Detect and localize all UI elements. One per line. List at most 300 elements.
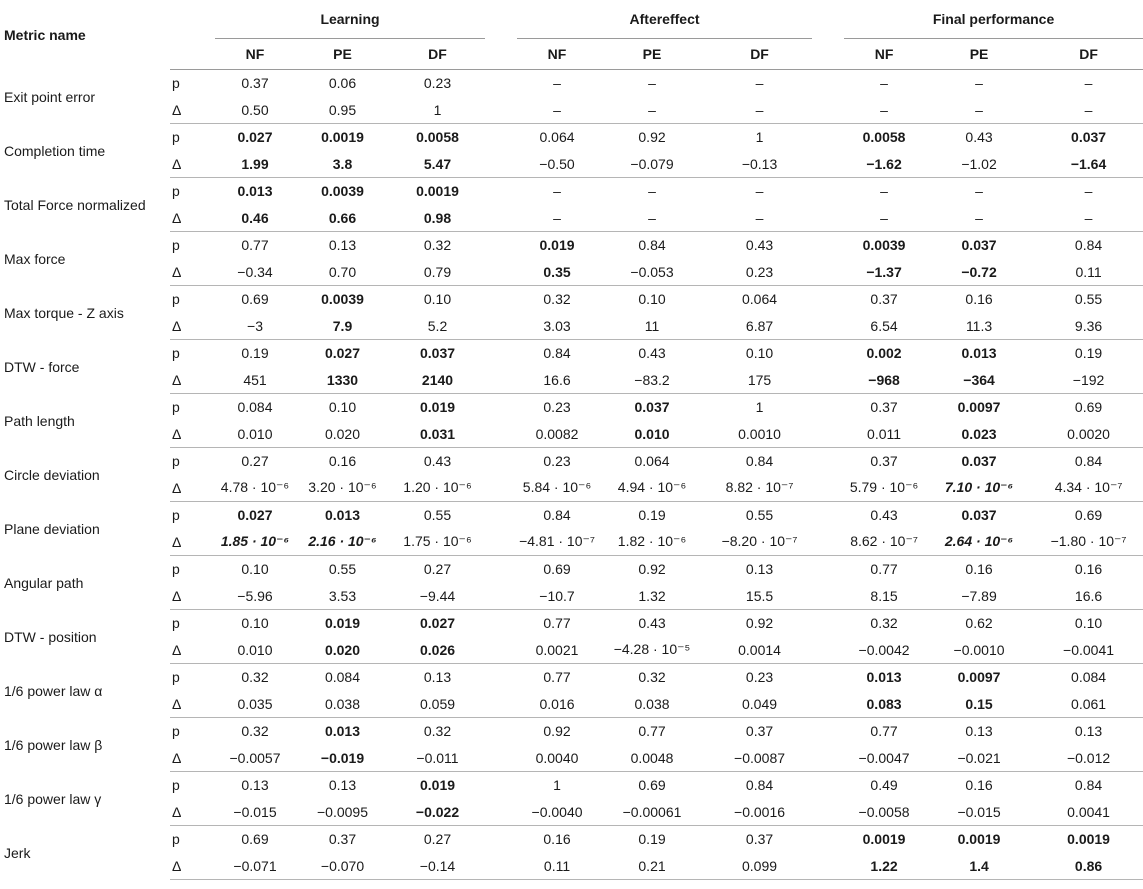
p-value-cell: 0.84 — [1074, 777, 1103, 794]
p-value-cell: 0.55 — [423, 507, 452, 524]
delta-value-cell: 7.9 — [295, 313, 390, 340]
table-row — [0, 529, 1143, 556]
delta-value-cell: 0.95 — [295, 97, 390, 124]
delta-value-cell: – — [707, 97, 812, 124]
delta-value-cell: −0.14 — [390, 853, 485, 880]
delta-value-cell: −0.0057 — [215, 745, 295, 772]
p-value-cell: 1 — [755, 399, 764, 416]
p-label: p — [172, 183, 180, 200]
p-value-cell: 0.55 — [1074, 291, 1103, 308]
delta-value-cell: −0.079 — [597, 151, 707, 178]
p-value-cell: 0.32 — [241, 723, 269, 740]
table-row — [0, 448, 1143, 475]
metric-name: Angular path — [4, 574, 84, 591]
p-value-cell: 0.84 — [1074, 453, 1103, 470]
delta-value-cell: 0.038 — [295, 691, 390, 718]
delta-value-cell: 0.016 — [517, 691, 597, 718]
delta-value-cell: −9.44 — [390, 583, 485, 610]
delta-value-cell: 0.0040 — [517, 745, 597, 772]
p-value-cell: 0.84 — [543, 345, 571, 362]
delta-value-cell: 0.0021 — [517, 637, 597, 664]
col-header-learning-df: DF — [390, 39, 485, 70]
table-row — [0, 475, 1143, 502]
delta-value-cell: 3.03 — [517, 313, 597, 340]
p-value-cell: 0.10 — [638, 291, 666, 308]
p-value-cell: 0.77 — [543, 615, 571, 632]
col-header-aftereffect-df: DF — [707, 39, 812, 70]
delta-value-cell: −364 — [924, 367, 1034, 394]
delta-value-cell: 1.20 · 10⁻⁶ — [390, 475, 485, 502]
p-value-cell: 0.16 — [543, 831, 571, 848]
p-value-cell: 0.10 — [1074, 615, 1103, 632]
delta-value-cell: 0.15 — [924, 691, 1034, 718]
table-row — [0, 178, 1143, 205]
table-row — [0, 313, 1143, 340]
p-value-cell: 0.92 — [745, 615, 774, 632]
p-value-cell: 0.084 — [237, 399, 273, 416]
p-label: p — [172, 75, 180, 92]
delta-value-cell: 0.0014 — [707, 637, 812, 664]
delta-value-cell: −0.0047 — [844, 745, 924, 772]
p-label: p — [172, 291, 180, 308]
delta-value-cell: 0.035 — [215, 691, 295, 718]
p-value-cell: 0.55 — [745, 507, 774, 524]
delta-value-cell: 0.020 — [295, 637, 390, 664]
p-value-cell: 0.002 — [866, 345, 902, 362]
delta-value-cell: 0.98 — [390, 205, 485, 232]
delta-value-cell: −0.0041 — [1034, 637, 1143, 664]
p-value-cell: 0.32 — [638, 669, 666, 686]
delta-value-cell: −0.022 — [390, 799, 485, 826]
p-value-cell: 0.06 — [328, 75, 357, 92]
delta-value-cell: −1.80 · 10⁻⁷ — [1034, 529, 1143, 556]
delta-value-cell: −0.13 — [707, 151, 812, 178]
delta-value-cell: – — [1034, 97, 1143, 124]
delta-value-cell: −0.070 — [295, 853, 390, 880]
p-value-cell: 0.037 — [634, 399, 670, 416]
delta-value-cell: −10.7 — [517, 583, 597, 610]
delta-value-cell: −83.2 — [597, 367, 707, 394]
p-value-cell: 0.037 — [961, 507, 997, 524]
delta-value-cell: −5.96 — [215, 583, 295, 610]
delta-label: Δ — [170, 313, 215, 340]
metric-name: Max force — [4, 250, 66, 267]
delta-value-cell: 0.50 — [215, 97, 295, 124]
metric-name: Completion time — [4, 142, 106, 159]
delta-value-cell: – — [924, 205, 1034, 232]
delta-label: Δ — [170, 205, 215, 232]
p-label: p — [172, 615, 180, 632]
delta-value-cell: −0.019 — [295, 745, 390, 772]
delta-value-cell: 5.79 · 10⁻⁶ — [844, 475, 924, 502]
delta-value-cell: 0.35 — [517, 259, 597, 286]
p-value-cell: 0.69 — [1074, 507, 1103, 524]
delta-value-cell: −7.89 — [924, 583, 1034, 610]
table-row — [0, 772, 1143, 799]
delta-value-cell: 2.64 · 10⁻⁶ — [924, 529, 1034, 556]
p-value-cell: 0.84 — [1074, 237, 1103, 254]
delta-value-cell: 451 — [215, 367, 295, 394]
p-label: p — [172, 237, 180, 254]
delta-value-cell: 0.70 — [295, 259, 390, 286]
delta-value-cell: 7.10 · 10⁻⁶ — [924, 475, 1034, 502]
delta-value-cell: 0.020 — [295, 421, 390, 448]
p-value-cell: 0.27 — [241, 453, 269, 470]
p-value-cell: 0.13 — [328, 237, 357, 254]
p-value-cell: – — [648, 183, 656, 200]
table-row — [0, 259, 1143, 286]
metric-name: Total Force normalized — [4, 196, 146, 213]
p-value-cell: 0.32 — [543, 291, 571, 308]
p-value-cell: 0.77 — [241, 237, 269, 254]
p-label: p — [172, 399, 180, 416]
delta-value-cell: 0.010 — [215, 421, 295, 448]
delta-value-cell: 0.026 — [390, 637, 485, 664]
delta-value-cell: 5.2 — [390, 313, 485, 340]
table-row — [0, 502, 1143, 529]
p-value-cell: 0.037 — [961, 237, 997, 254]
p-label: p — [172, 453, 180, 470]
delta-value-cell: 0.023 — [924, 421, 1034, 448]
p-value-cell: 0.0019 — [862, 831, 906, 848]
col-header-final-nf: NF — [844, 39, 924, 70]
p-value-cell: 0.69 — [1074, 399, 1103, 416]
delta-value-cell: 0.049 — [707, 691, 812, 718]
col-header-learning-pe: PE — [295, 39, 390, 70]
delta-value-cell: 9.36 — [1034, 313, 1143, 340]
table-row — [0, 664, 1143, 691]
p-value-cell: 0.019 — [539, 237, 575, 254]
p-value-cell: 0.13 — [1074, 723, 1103, 740]
delta-value-cell: 0.0082 — [517, 421, 597, 448]
p-value-cell: 0.37 — [745, 723, 774, 740]
p-value-cell: 0.84 — [745, 453, 774, 470]
table-row — [0, 232, 1143, 259]
p-value-cell: 0.0058 — [862, 129, 906, 146]
delta-value-cell: 1 — [390, 97, 485, 124]
delta-value-cell: −0.0016 — [707, 799, 812, 826]
p-value-cell: 0.19 — [1074, 345, 1103, 362]
delta-value-cell: – — [597, 205, 707, 232]
metric-name: Exit point error — [4, 88, 96, 105]
p-value-cell: – — [975, 183, 983, 200]
p-value-cell: 0.037 — [419, 345, 456, 362]
delta-value-cell: – — [517, 97, 597, 124]
delta-value-cell: 1330 — [295, 367, 390, 394]
delta-value-cell: 11 — [597, 313, 707, 340]
p-value-cell: 0.77 — [870, 561, 898, 578]
col-header-learning-nf: NF — [215, 39, 295, 70]
p-value-cell: – — [1084, 183, 1093, 200]
p-value-cell: 0.69 — [543, 561, 571, 578]
delta-value-cell: 0.0010 — [707, 421, 812, 448]
p-value-cell: 0.92 — [638, 561, 666, 578]
metric-name: 1/6 power law α — [4, 682, 103, 699]
table-row — [0, 799, 1143, 826]
p-value-cell: 0.0097 — [957, 399, 1001, 416]
delta-value-cell: 175 — [707, 367, 812, 394]
p-value-cell: 0.037 — [1071, 129, 1107, 146]
metric-name: DTW - position — [4, 628, 97, 645]
delta-value-cell: 5.84 · 10⁻⁶ — [517, 475, 597, 502]
p-value-cell: 0.23 — [745, 669, 774, 686]
delta-value-cell: −3 — [215, 313, 295, 340]
table-row — [0, 610, 1143, 637]
p-value-cell: 1 — [755, 129, 764, 146]
p-label: p — [172, 723, 180, 740]
delta-value-cell: – — [517, 205, 597, 232]
table-row — [0, 556, 1143, 583]
delta-value-cell: −1.64 — [1034, 151, 1143, 178]
p-value-cell: 0.064 — [539, 129, 575, 146]
delta-value-cell: 0.038 — [597, 691, 707, 718]
metric-name: 1/6 power law β — [4, 736, 103, 753]
delta-value-cell: −0.012 — [1034, 745, 1143, 772]
table-row — [0, 394, 1143, 421]
p-value-cell: 0.43 — [965, 129, 993, 146]
p-value-cell: 0.23 — [543, 453, 571, 470]
p-value-cell: 0.19 — [241, 345, 269, 362]
p-value-cell: 0.0039 — [321, 291, 364, 308]
p-value-cell: – — [553, 183, 561, 200]
delta-value-cell: 1.82 · 10⁻⁶ — [597, 529, 707, 556]
p-value-cell: 0.43 — [423, 453, 452, 470]
delta-label: Δ — [170, 691, 215, 718]
p-value-cell: – — [975, 75, 983, 92]
delta-label: Δ — [170, 97, 215, 124]
col-header-final-pe: PE — [924, 39, 1034, 70]
delta-value-cell: 0.86 — [1034, 853, 1143, 880]
p-value-cell: 0.064 — [742, 291, 778, 308]
p-value-cell: 0.0097 — [957, 669, 1001, 686]
p-value-cell: 0.43 — [745, 237, 774, 254]
p-value-cell: 0.84 — [543, 507, 571, 524]
delta-label: Δ — [170, 583, 215, 610]
p-value-cell: 0.32 — [241, 669, 269, 686]
p-value-cell: 0.019 — [419, 399, 456, 416]
delta-value-cell: 0.23 — [707, 259, 812, 286]
p-value-cell: 0.27 — [423, 561, 452, 578]
p-value-cell: 0.16 — [965, 561, 993, 578]
table-row — [0, 97, 1143, 124]
p-value-cell: 0.32 — [423, 723, 452, 740]
delta-value-cell: – — [1034, 205, 1143, 232]
p-value-cell: 0.23 — [543, 399, 571, 416]
delta-value-cell: 0.099 — [707, 853, 812, 880]
delta-label: Δ — [170, 475, 215, 502]
table-row — [0, 340, 1143, 367]
col-header-aftereffect-nf: NF — [517, 39, 597, 70]
delta-value-cell: −0.0010 — [924, 637, 1034, 664]
p-value-cell: – — [553, 75, 561, 92]
delta-value-cell: 0.0048 — [597, 745, 707, 772]
delta-value-cell: 8.15 — [844, 583, 924, 610]
delta-value-cell: 1.22 — [844, 853, 924, 880]
p-label: p — [172, 669, 180, 686]
p-label: p — [172, 507, 180, 524]
delta-value-cell: – — [844, 97, 924, 124]
delta-value-cell: 3.8 — [295, 151, 390, 178]
p-value-cell: – — [880, 183, 888, 200]
p-value-cell: 0.10 — [745, 345, 774, 362]
p-label: p — [172, 129, 180, 146]
p-value-cell: 0.0058 — [416, 129, 459, 146]
delta-value-cell: 0.061 — [1034, 691, 1143, 718]
p-value-cell: 0.32 — [870, 615, 898, 632]
delta-value-cell: 3.20 · 10⁻⁶ — [295, 475, 390, 502]
delta-value-cell: −968 — [844, 367, 924, 394]
delta-value-cell: −0.0040 — [517, 799, 597, 826]
delta-value-cell: −0.053 — [597, 259, 707, 286]
p-value-cell: 0.77 — [543, 669, 571, 686]
p-value-cell: 0.92 — [543, 723, 571, 740]
p-value-cell: 0.49 — [870, 777, 898, 794]
p-value-cell: 0.10 — [241, 615, 269, 632]
delta-label: Δ — [170, 637, 215, 664]
delta-value-cell: −1.37 — [844, 259, 924, 286]
delta-value-cell: 0.66 — [295, 205, 390, 232]
p-value-cell: 0.16 — [965, 777, 993, 794]
table-row — [0, 583, 1143, 610]
p-value-cell: 0.55 — [328, 561, 357, 578]
delta-value-cell: −1.02 — [924, 151, 1034, 178]
p-value-cell: 0.84 — [745, 777, 774, 794]
p-value-cell: 0.0019 — [1067, 831, 1110, 848]
delta-value-cell: 0.010 — [215, 637, 295, 664]
p-value-cell: – — [648, 75, 656, 92]
delta-label: Δ — [170, 259, 215, 286]
delta-value-cell: 1.75 · 10⁻⁶ — [390, 529, 485, 556]
p-value-cell: 0.37 — [870, 399, 898, 416]
table-row — [0, 637, 1143, 664]
delta-value-cell: – — [707, 205, 812, 232]
delta-value-cell: 0.010 — [597, 421, 707, 448]
delta-value-cell: −1.62 — [844, 151, 924, 178]
p-value-cell: 0.013 — [961, 345, 997, 362]
table-row — [0, 691, 1143, 718]
delta-value-cell: −0.34 — [215, 259, 295, 286]
p-value-cell: 0.13 — [423, 669, 452, 686]
delta-value-cell: −0.0042 — [844, 637, 924, 664]
metric-name-header: Metric name — [4, 26, 86, 43]
delta-value-cell: −0.50 — [517, 151, 597, 178]
delta-value-cell: 0.11 — [517, 853, 597, 880]
p-value-cell: 0.16 — [1074, 561, 1103, 578]
p-value-cell: 0.43 — [638, 615, 666, 632]
table-row — [0, 151, 1143, 178]
p-value-cell: 0.77 — [870, 723, 898, 740]
delta-value-cell: 0.46 — [215, 205, 295, 232]
p-value-cell: 0.16 — [328, 453, 357, 470]
p-value-cell: 0.43 — [870, 507, 898, 524]
delta-value-cell: 1.4 — [924, 853, 1034, 880]
p-value-cell: 0.013 — [324, 507, 361, 524]
delta-value-cell: 0.0041 — [1034, 799, 1143, 826]
p-value-cell: 0.10 — [241, 561, 269, 578]
p-label: p — [172, 777, 180, 794]
p-value-cell: – — [880, 75, 888, 92]
delta-value-cell: 4.94 · 10⁻⁶ — [597, 475, 707, 502]
p-value-cell: – — [755, 75, 764, 92]
p-value-cell: 0.13 — [328, 777, 357, 794]
p-value-cell: 0.013 — [324, 723, 361, 740]
p-value-cell: 0.013 — [237, 183, 273, 200]
p-value-cell: 0.37 — [870, 291, 898, 308]
p-value-cell: 0.37 — [870, 453, 898, 470]
delta-value-cell: 0.11 — [1034, 259, 1143, 286]
p-value-cell: 0.0019 — [321, 129, 364, 146]
delta-value-cell: 0.083 — [844, 691, 924, 718]
delta-value-cell: 1.32 — [597, 583, 707, 610]
group-header-aftereffect: Aftereffect — [517, 0, 812, 39]
delta-value-cell: −4.28 · 10⁻⁵ — [597, 637, 707, 664]
delta-value-cell: −0.011 — [390, 745, 485, 772]
p-value-cell: 1 — [553, 777, 561, 794]
metric-name: Jerk — [4, 844, 31, 861]
delta-value-cell: −0.015 — [924, 799, 1034, 826]
delta-value-cell: 11.3 — [924, 313, 1034, 340]
p-label: p — [172, 345, 180, 362]
delta-value-cell: −8.20 · 10⁻⁷ — [707, 529, 812, 556]
p-value-cell: 0.23 — [423, 75, 452, 92]
delta-value-cell: 0.79 — [390, 259, 485, 286]
delta-value-cell: 5.47 — [390, 151, 485, 178]
p-value-cell: 0.37 — [241, 75, 269, 92]
p-value-cell: 0.084 — [1071, 669, 1107, 686]
metric-name: Path length — [4, 412, 75, 429]
delta-value-cell: 6.87 — [707, 313, 812, 340]
p-value-cell: 0.37 — [328, 831, 357, 848]
delta-value-cell: 16.6 — [517, 367, 597, 394]
metric-name: Plane deviation — [4, 520, 100, 537]
delta-value-cell: 6.54 — [844, 313, 924, 340]
p-value-cell: 0.69 — [638, 777, 666, 794]
delta-value-cell: 8.62 · 10⁻⁷ — [844, 529, 924, 556]
p-value-cell: – — [755, 183, 764, 200]
p-value-cell: 0.10 — [328, 399, 357, 416]
p-value-cell: 0.013 — [866, 669, 902, 686]
p-value-cell: 0.0039 — [321, 183, 364, 200]
p-value-cell: 0.084 — [324, 669, 361, 686]
p-value-cell: 0.13 — [965, 723, 993, 740]
table-row — [0, 367, 1143, 394]
p-value-cell: 0.027 — [237, 129, 273, 146]
p-value-cell: 0.69 — [241, 831, 269, 848]
table-row — [0, 70, 1143, 97]
table-row — [0, 826, 1143, 853]
delta-label: Δ — [170, 151, 215, 178]
p-label: p — [172, 561, 180, 578]
delta-value-cell: −0.0087 — [707, 745, 812, 772]
delta-value-cell: 0.059 — [390, 691, 485, 718]
p-value-cell: 0.32 — [423, 237, 452, 254]
delta-value-cell: 2140 — [390, 367, 485, 394]
delta-value-cell: −0.021 — [924, 745, 1034, 772]
delta-value-cell: −0.071 — [215, 853, 295, 880]
delta-value-cell: 1.99 — [215, 151, 295, 178]
p-value-cell: 0.62 — [965, 615, 993, 632]
metric-name: Max torque - Z axis — [4, 304, 124, 321]
table-row — [0, 853, 1143, 880]
p-value-cell: 0.19 — [638, 831, 666, 848]
delta-value-cell: −4.81 · 10⁻⁷ — [517, 529, 597, 556]
p-value-cell: 0.77 — [638, 723, 666, 740]
delta-value-cell: 0.21 — [597, 853, 707, 880]
table-row — [0, 745, 1143, 772]
p-value-cell: 0.37 — [745, 831, 774, 848]
delta-label: Δ — [170, 853, 215, 880]
p-value-cell: 0.064 — [634, 453, 670, 470]
